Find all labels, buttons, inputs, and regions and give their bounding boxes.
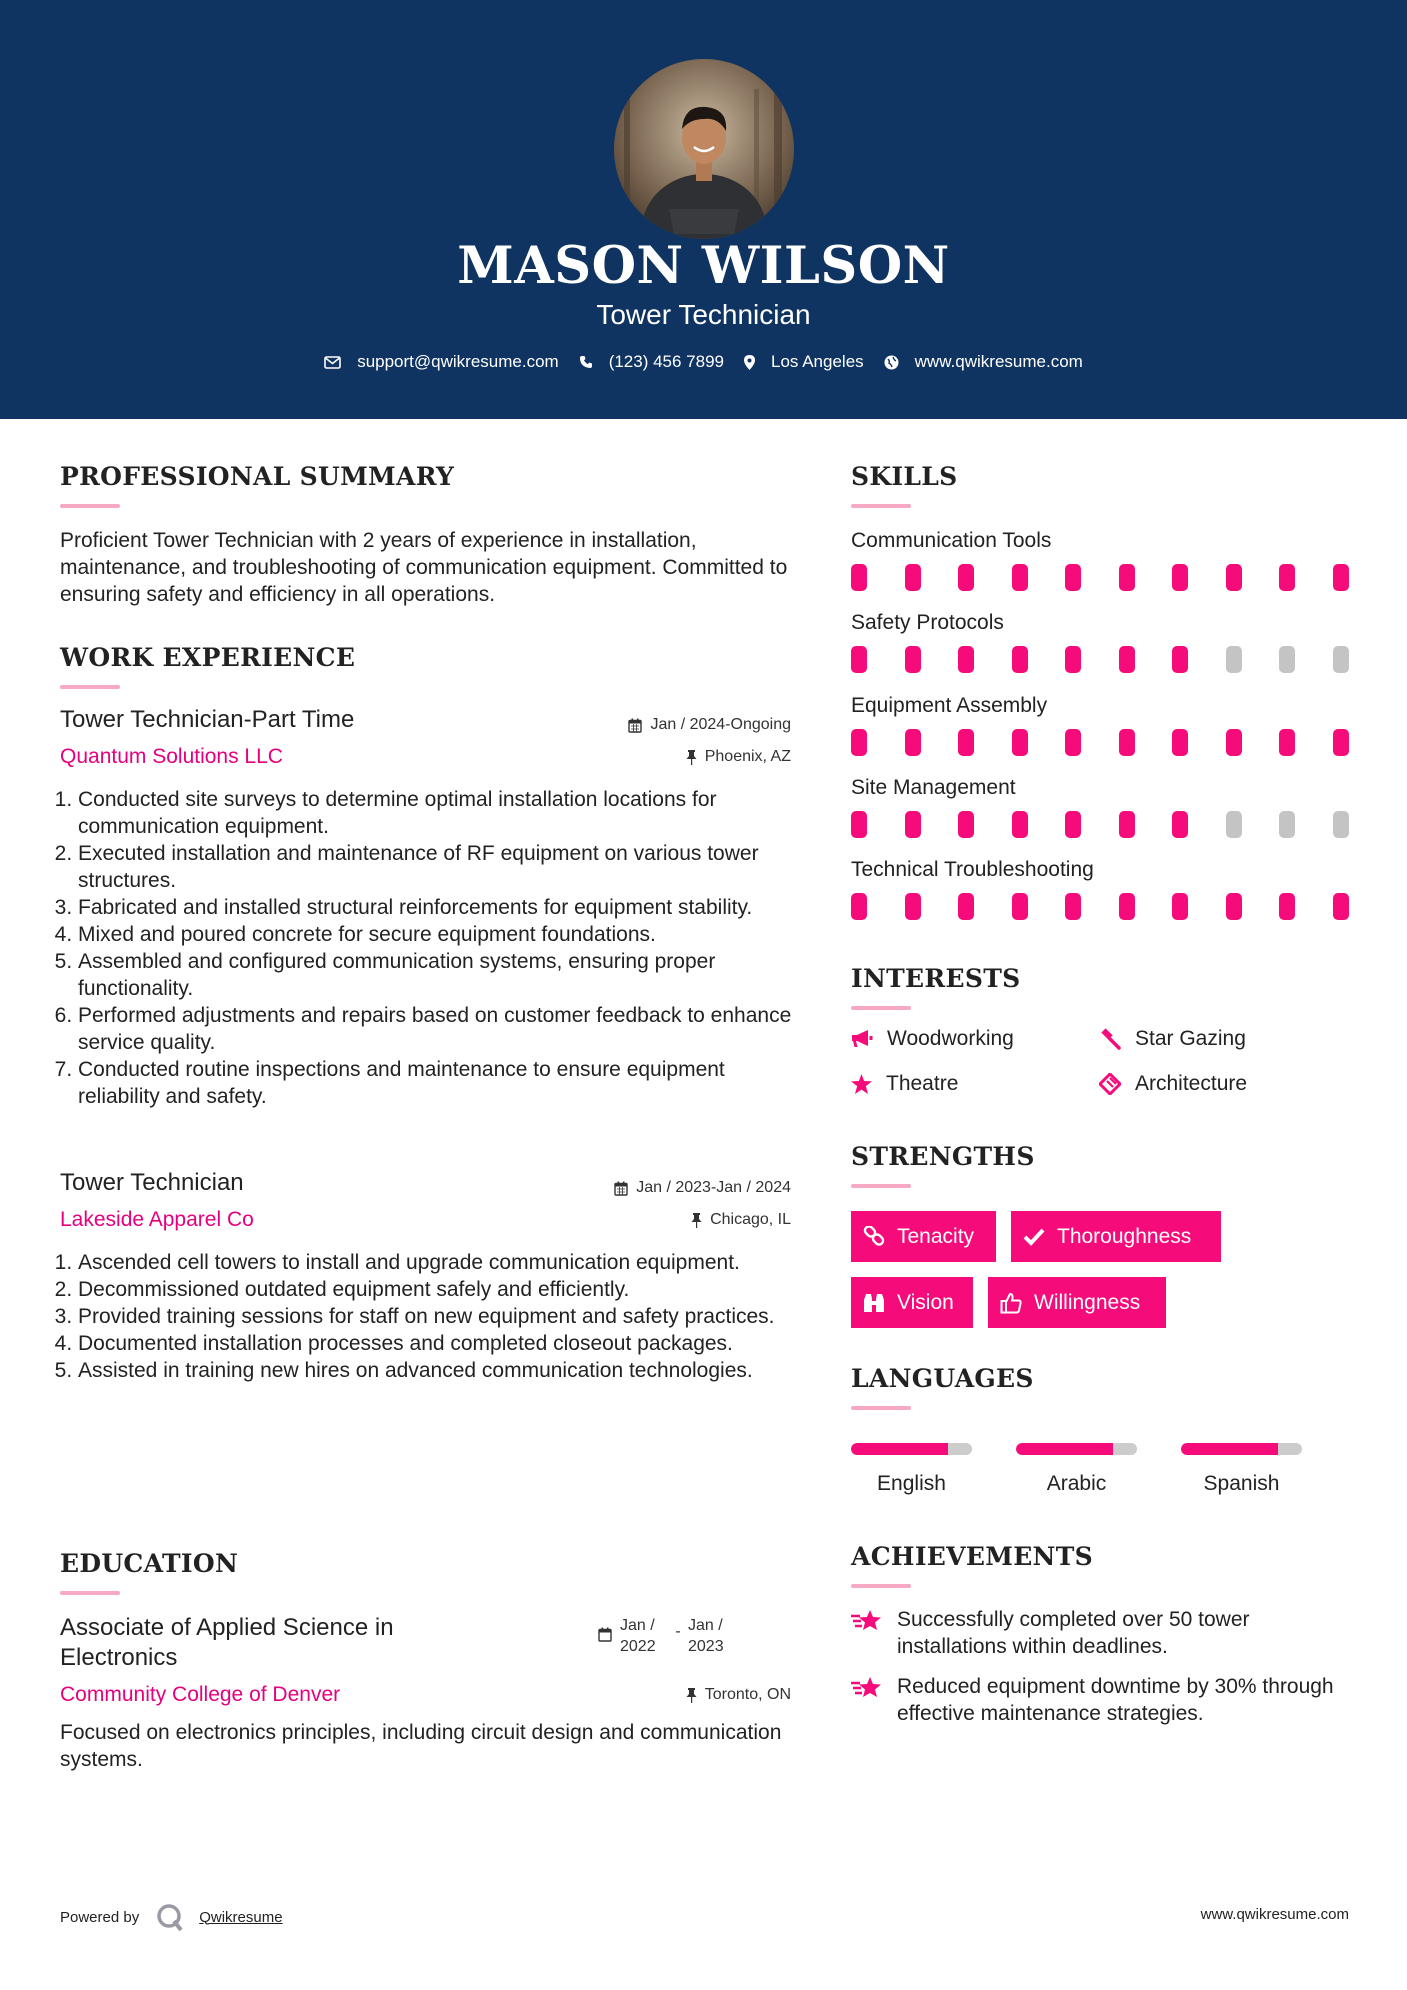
achievement-item (851, 1673, 1351, 1727)
envelope-icon (324, 356, 341, 369)
calendar-icon (614, 1181, 628, 1196)
language-bar (1181, 1443, 1302, 1455)
job-title: Tower Technician-Part Time (60, 706, 355, 733)
skill-dot-filled (1119, 729, 1135, 756)
job-location-text: Chicago, IL (710, 1211, 791, 1228)
qwikresume-logo-icon (155, 1902, 185, 1932)
degree-title: Associate of Applied Science in Electronics (60, 1614, 394, 1671)
location-text: Los Angeles (771, 352, 864, 371)
skill-dot-filled (1119, 564, 1135, 591)
skill-dot-filled (1012, 564, 1028, 591)
strength-chip (1011, 1211, 1221, 1262)
duty-item: 3. Fabricated and installed structural reinforcements for equipment stability. (78, 894, 800, 921)
languages-underline (851, 1406, 911, 1410)
skill-dot-empty (1333, 646, 1349, 673)
interest-item (851, 1072, 958, 1096)
duty-item: 1. Ascended cell towers to install and upgrade communication equipment. (78, 1249, 800, 1276)
phone-text: (123) 456 7899 (608, 352, 725, 371)
education-dash: - (675, 1623, 681, 1640)
powered-by-label: Powered by (60, 1908, 140, 1926)
contact-phone[interactable] (579, 352, 724, 372)
education-dates (598, 1615, 798, 1657)
skill-dot-filled (905, 564, 921, 591)
skill-rating (851, 811, 1349, 838)
language-label: English (877, 1472, 946, 1495)
job-location-text: Phoenix, AZ (704, 748, 791, 765)
skill-dot-filled (905, 646, 921, 673)
skill-dot-empty (1279, 811, 1295, 838)
education-underline (60, 1591, 120, 1595)
skill-label: Technical Troubleshooting (851, 858, 1094, 881)
duty-item: 5. Assembled and configured communication systems, ensuring proper functionality. (78, 948, 800, 1002)
email-text: support@qwikresume.com (357, 352, 559, 371)
interest-item (851, 1027, 1014, 1051)
skill-dot-filled (1226, 729, 1242, 756)
language-label: Spanish (1203, 1472, 1280, 1495)
calendar-icon (598, 1627, 612, 1642)
skill-dot-filled (1333, 729, 1349, 756)
achievements-underline (851, 1584, 911, 1588)
skill-dot-filled (958, 729, 974, 756)
interests-heading: INTERESTS (851, 964, 1021, 993)
duty-item: 6. Performed adjustments and repairs based on customer feedback to enhance service quality. (78, 1002, 800, 1056)
summary-underline (60, 504, 120, 508)
education-heading: EDUCATION (60, 1549, 239, 1578)
pin-icon (686, 750, 697, 765)
skills-heading: SKILLS (851, 462, 958, 491)
skill-dot-empty (1226, 646, 1242, 673)
skill-dot-filled (1065, 729, 1081, 756)
education-description: Focused on electronics principles, including circuit design and communication systems. (60, 1721, 782, 1771)
phone-icon (579, 355, 593, 369)
skill-dot-filled (958, 893, 974, 920)
skill-dot-filled (1065, 811, 1081, 838)
education-location-text: Toronto, ON (704, 1686, 791, 1703)
skill-dot-filled (1065, 893, 1081, 920)
skill-dot-filled (1065, 564, 1081, 591)
contact-website[interactable] (884, 352, 1083, 372)
skill-dot-filled (1119, 646, 1135, 673)
skill-dot-filled (1279, 729, 1295, 756)
skill-dot-filled (851, 893, 867, 920)
duty-item: 2. Executed installation and maintenance of RF equipment on various tower structures. (78, 840, 800, 894)
thumbs-up-icon (1000, 1292, 1022, 1314)
skill-dot-filled (1012, 646, 1028, 673)
job-location (560, 748, 791, 766)
skill-dot-filled (905, 811, 921, 838)
profile-photo (614, 59, 794, 239)
footer-website[interactable]: www.qwikresume.com (1200, 1906, 1349, 1923)
globe-icon (884, 355, 899, 370)
strength-label: Tenacity (897, 1224, 975, 1248)
education-end: Jan / 2023 (688, 1617, 724, 1655)
skill-dot-filled (1279, 564, 1295, 591)
duty-item: 7. Conducted routine inspections and maintenance to ensure equipment reliability and safety. (78, 1056, 800, 1110)
skills-underline (851, 504, 911, 508)
contact-email[interactable] (324, 352, 559, 372)
skill-label: Site Management (851, 776, 1016, 799)
skill-dot-filled (958, 564, 974, 591)
duties-list (60, 1249, 800, 1384)
check-icon (1023, 1228, 1045, 1246)
skill-dot-empty (1333, 811, 1349, 838)
duties-list (60, 786, 800, 1110)
strengths-underline (851, 1184, 911, 1188)
website-text: www.qwikresume.com (914, 352, 1083, 371)
skill-dot-filled (1012, 811, 1028, 838)
pin-icon (686, 1688, 697, 1703)
skill-dot-filled (1333, 893, 1349, 920)
map-marker-icon (744, 355, 755, 370)
skill-label: Safety Protocols (851, 611, 1004, 634)
skill-dot-filled (851, 811, 867, 838)
binoculars-icon (863, 1293, 885, 1313)
strength-label: Willingness (1034, 1290, 1141, 1314)
job-location (560, 1211, 791, 1229)
company-name: Quantum Solutions LLC (60, 745, 283, 768)
skill-rating (851, 564, 1349, 591)
skill-dot-filled (1065, 646, 1081, 673)
interest-item (1099, 1027, 1246, 1051)
skill-dot-filled (1172, 893, 1188, 920)
experience-underline (60, 685, 120, 689)
skill-dot-filled (851, 646, 867, 673)
language-label: Arabic (1046, 1472, 1107, 1495)
strength-chip (851, 1211, 996, 1262)
strength-label: Vision (897, 1290, 954, 1314)
link-icon (863, 1226, 885, 1248)
interest-item (1099, 1072, 1247, 1096)
achievements-heading: ACHIEVEMENTS (851, 1542, 1093, 1571)
experience-heading: WORK EXPERIENCE (60, 643, 356, 672)
candidate-name: MASON WILSON (457, 236, 950, 296)
job-dates (560, 716, 791, 734)
skill-dot-filled (958, 646, 974, 673)
interests-underline (851, 1006, 911, 1010)
job-dates (560, 1179, 791, 1197)
skill-dot-filled (1012, 893, 1028, 920)
gavel-icon (1099, 1028, 1121, 1050)
skill-dot-filled (958, 811, 974, 838)
ticket-icon (1099, 1073, 1121, 1095)
bullhorn-icon (851, 1029, 873, 1049)
pin-icon (691, 1213, 702, 1228)
skill-dot-filled (1172, 646, 1188, 673)
summary-text: Proficient Tower Technician with 2 years of experience in installation, maintenance, and troubleshooting of communication equipment. Committed to ensuring safety and efficiency in all operations. (60, 529, 788, 606)
school-name: Community College of Denver (60, 1683, 341, 1706)
achievement-text: Successfully completed over 50 tower installations within deadlines. (897, 1608, 1250, 1658)
skill-dot-filled (1172, 729, 1188, 756)
skill-dot-filled (1119, 893, 1135, 920)
strength-chip (988, 1277, 1166, 1328)
languages-heading: LANGUAGES (851, 1364, 1034, 1393)
star-icon (851, 1074, 872, 1094)
language-bar (851, 1443, 972, 1455)
achievement-text: Reduced equipment downtime by 30% through effective maintenance strategies. (897, 1675, 1334, 1725)
skill-dot-filled (851, 729, 867, 756)
strengths-heading: STRENGTHS (851, 1142, 1035, 1171)
skill-dot-empty (1226, 811, 1242, 838)
candidate-role: Tower Technician (596, 299, 811, 330)
skill-dot-filled (1226, 564, 1242, 591)
job-title: Tower Technician (60, 1169, 244, 1196)
skill-dot-filled (1279, 893, 1295, 920)
skill-dot-filled (851, 564, 867, 591)
duty-item: 2. Decommissioned outdated equipment safely and efficiently. (78, 1276, 800, 1303)
education-start: Jan / 2022 (620, 1617, 656, 1655)
interest-label: Woodworking (887, 1027, 1014, 1050)
duty-item: 5. Assisted in training new hires on advanced communication technologies. (78, 1357, 800, 1384)
skill-dot-filled (1119, 811, 1135, 838)
qwikresume-link[interactable]: Qwikresume (199, 1908, 283, 1926)
skill-rating (851, 646, 1349, 673)
strength-label: Thoroughness (1057, 1224, 1192, 1248)
achievement-item (851, 1606, 1351, 1660)
skill-dot-filled (905, 893, 921, 920)
skill-dot-filled (1226, 893, 1242, 920)
education-location (560, 1686, 791, 1704)
interest-label: Star Gazing (1135, 1027, 1246, 1050)
strength-chip (851, 1277, 973, 1328)
skill-rating (851, 893, 1349, 920)
duty-item: 4. Documented installation processes and completed closeout packages. (78, 1330, 800, 1357)
job-dates-text: Jan / 2023-Jan / 2024 (636, 1179, 791, 1196)
company-name: Lakeside Apparel Co (60, 1208, 254, 1231)
skill-dot-empty (1279, 646, 1295, 673)
skill-dot-filled (1012, 729, 1028, 756)
skill-label: Communication Tools (851, 529, 1052, 552)
language-bar-fill (851, 1443, 948, 1455)
footer-powered-by (60, 1902, 283, 1932)
language-bar (1016, 1443, 1137, 1455)
skill-dot-filled (905, 729, 921, 756)
skill-dot-filled (1172, 564, 1188, 591)
header-banner (0, 0, 1407, 419)
interest-label: Architecture (1135, 1072, 1248, 1095)
duty-item: 4. Mixed and poured concrete for secure equipment foundations. (78, 921, 800, 948)
shooting-star-icon (851, 1608, 883, 1634)
job-dates-text: Jan / 2024-Ongoing (650, 716, 791, 733)
contact-location (744, 352, 864, 372)
duty-item: 3. Provided training sessions for staff on new equipment and safety practices. (78, 1303, 800, 1330)
interest-label: Theatre (886, 1072, 959, 1095)
shooting-star-icon (851, 1675, 883, 1701)
duty-item: 1. Conducted site surveys to determine optimal installation locations for communication equipment. (78, 786, 800, 840)
summary-heading: PROFESSIONAL SUMMARY (60, 462, 455, 491)
calendar-icon (628, 718, 642, 733)
skill-rating (851, 729, 1349, 756)
skill-label: Equipment Assembly (851, 694, 1048, 717)
language-bar-fill (1016, 1443, 1113, 1455)
language-bar-fill (1181, 1443, 1278, 1455)
skill-dot-filled (1333, 564, 1349, 591)
contact-bar (0, 352, 1407, 372)
skill-dot-filled (1172, 811, 1188, 838)
